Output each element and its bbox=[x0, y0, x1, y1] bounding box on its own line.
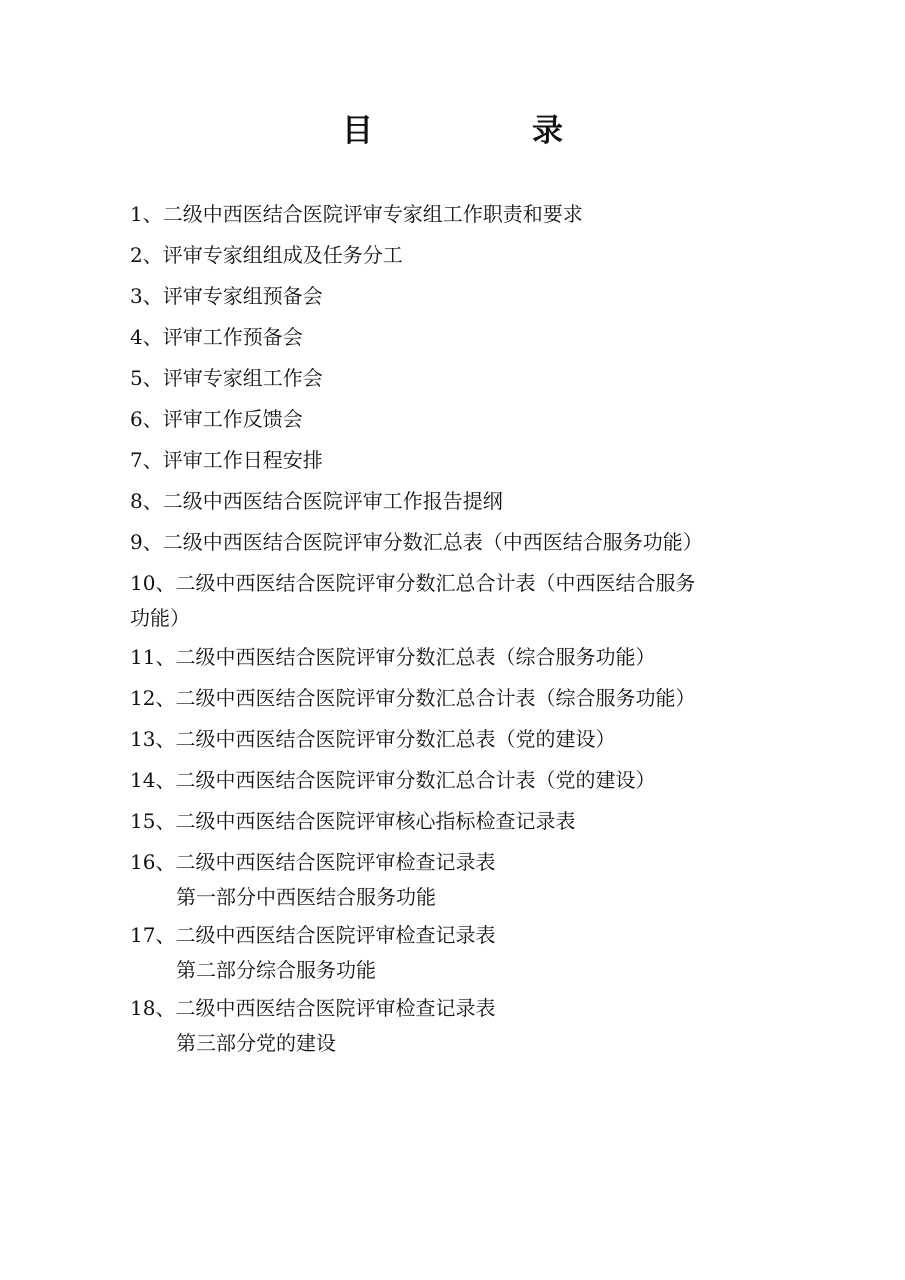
toc-item-text: 9、二级中西医结合医院评审分数汇总表（中西医结合服务功能） bbox=[130, 530, 703, 554]
toc-item-17 bbox=[130, 915, 780, 988]
toc-item-subtitle: 第二部分综合服务功能 bbox=[176, 958, 376, 982]
toc-item-3 bbox=[130, 276, 780, 317]
toc-item-9 bbox=[130, 522, 780, 563]
toc-item-8 bbox=[130, 481, 780, 522]
toc-item-wrap-text: 功能） bbox=[130, 606, 190, 630]
toc-item-text: 2、评审专家组组成及任务分工 bbox=[130, 243, 403, 267]
toc-item-6 bbox=[130, 399, 780, 440]
page-title: 目 录 bbox=[342, 113, 627, 149]
toc-item-1 bbox=[130, 194, 780, 235]
toc-item-text: 8、二级中西医结合医院评审工作报告提纲 bbox=[130, 489, 503, 513]
toc-item-text: 12、二级中西医结合医院评审分数汇总合计表（综合服务功能） bbox=[130, 686, 696, 710]
toc-item-text: 6、评审工作反馈会 bbox=[130, 407, 303, 431]
toc-item-16 bbox=[130, 842, 780, 915]
toc-item-text: 3、评审专家组预备会 bbox=[130, 284, 323, 308]
toc-item-text: 14、二级中西医结合医院评审分数汇总合计表（党的建设） bbox=[130, 768, 656, 792]
toc-item-text: 10、二级中西医结合医院评审分数汇总合计表（中西医结合服务 bbox=[130, 571, 696, 595]
toc-item-text: 11、二级中西医结合医院评审分数汇总表（综合服务功能） bbox=[130, 645, 656, 669]
toc-item-text: 18、二级中西医结合医院评审检查记录表 bbox=[130, 996, 496, 1020]
toc-item-subtitle: 第一部分中西医结合服务功能 bbox=[176, 885, 436, 909]
toc-item-text: 1、二级中西医结合医院评审专家组工作职责和要求 bbox=[130, 202, 583, 226]
toc-item-4 bbox=[130, 317, 780, 358]
table-of-contents bbox=[130, 194, 780, 1061]
toc-item-5 bbox=[130, 358, 780, 399]
toc-item-13 bbox=[130, 719, 780, 760]
toc-item-text: 16、二级中西医结合医院评审检查记录表 bbox=[130, 850, 496, 874]
toc-item-15 bbox=[130, 801, 780, 842]
toc-item-10 bbox=[130, 563, 780, 639]
toc-item-18 bbox=[130, 988, 780, 1061]
toc-item-12 bbox=[130, 678, 780, 719]
toc-item-text: 5、评审专家组工作会 bbox=[130, 366, 323, 390]
toc-item-11 bbox=[130, 637, 780, 678]
toc-item-text: 15、二级中西医结合医院评审核心指标检查记录表 bbox=[130, 809, 576, 833]
toc-item-text: 4、评审工作预备会 bbox=[130, 325, 303, 349]
toc-item-2 bbox=[130, 235, 780, 276]
toc-item-text: 13、二级中西医结合医院评审分数汇总表（党的建设） bbox=[130, 727, 616, 751]
toc-item-7 bbox=[130, 440, 780, 481]
toc-item-text: 7、评审工作日程安排 bbox=[130, 448, 323, 472]
toc-item-subtitle: 第三部分党的建设 bbox=[176, 1031, 336, 1055]
toc-item-14 bbox=[130, 760, 780, 801]
toc-item-text: 17、二级中西医结合医院评审检查记录表 bbox=[130, 923, 496, 947]
